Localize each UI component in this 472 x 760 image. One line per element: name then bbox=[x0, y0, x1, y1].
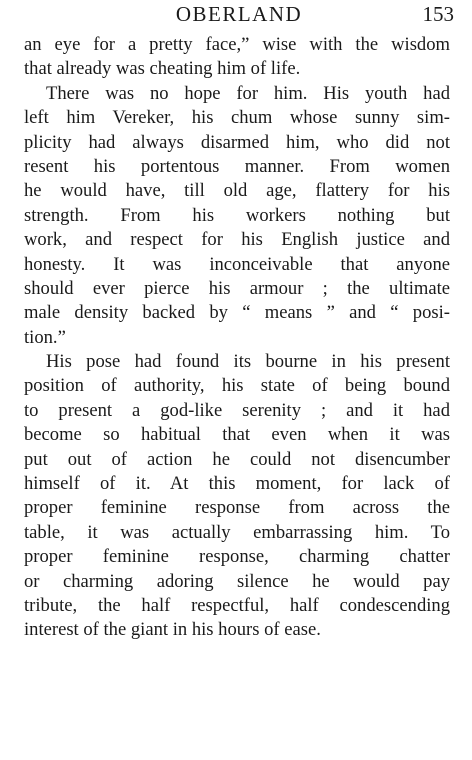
text-line: tribute, the half respectful, half condescending bbox=[24, 594, 450, 616]
text-line: interest of the giant in his hours of ease. bbox=[24, 619, 321, 641]
text-line: male density backed by “ means ” and “ posi- bbox=[24, 302, 450, 324]
running-title: OBERLAND bbox=[175, 2, 303, 26]
paragraph bbox=[24, 82, 450, 350]
text-line: strength. From his workers nothing but bbox=[24, 204, 450, 226]
body-text bbox=[24, 33, 450, 643]
text-line: tion.” bbox=[24, 326, 66, 348]
text-line: There was no hope for him. His youth had bbox=[46, 82, 450, 104]
page-number: 153 bbox=[422, 2, 454, 26]
text-line: left him Vereker, his chum whose sunny sim- bbox=[24, 107, 450, 129]
paragraph-continued bbox=[24, 33, 450, 82]
text-line: become so habitual that even when it was bbox=[24, 424, 450, 446]
text-line: table, it was actually embarrassing him. To bbox=[24, 521, 450, 543]
text-line: His pose had found its bourne in his present bbox=[46, 351, 450, 373]
text-line: plicity had always disarmed him, who did not bbox=[24, 131, 450, 153]
text-line: he would have, till old age, flattery for his bbox=[24, 180, 450, 202]
text-line: proper feminine response from across the bbox=[24, 497, 450, 519]
text-line: honesty. It was inconceivable that anyone bbox=[24, 253, 450, 275]
text-line: resent his portentous manner. From women bbox=[24, 155, 450, 177]
text-line: work, and respect for his English justice and bbox=[24, 229, 450, 251]
text-line: an eye for a pretty face,” wise with the wisdom bbox=[24, 34, 450, 55]
text-line: that already was cheating him of life. bbox=[24, 58, 301, 80]
paragraph bbox=[24, 350, 450, 643]
text-line: position of authority, his state of being bound bbox=[24, 375, 450, 397]
text-line: or charming adoring silence he would pay bbox=[24, 570, 450, 592]
text-line: proper feminine response, charming chatter bbox=[24, 546, 450, 568]
text-line: to present a god-like serenity ; and it had bbox=[24, 399, 450, 421]
text-line: should ever pierce his armour ; the ultimate bbox=[24, 277, 450, 299]
text-line: put out of action he could not disencumber bbox=[24, 448, 450, 470]
text-line: himself of it. At this moment, for lack of bbox=[24, 473, 450, 495]
page-header bbox=[24, 2, 454, 28]
